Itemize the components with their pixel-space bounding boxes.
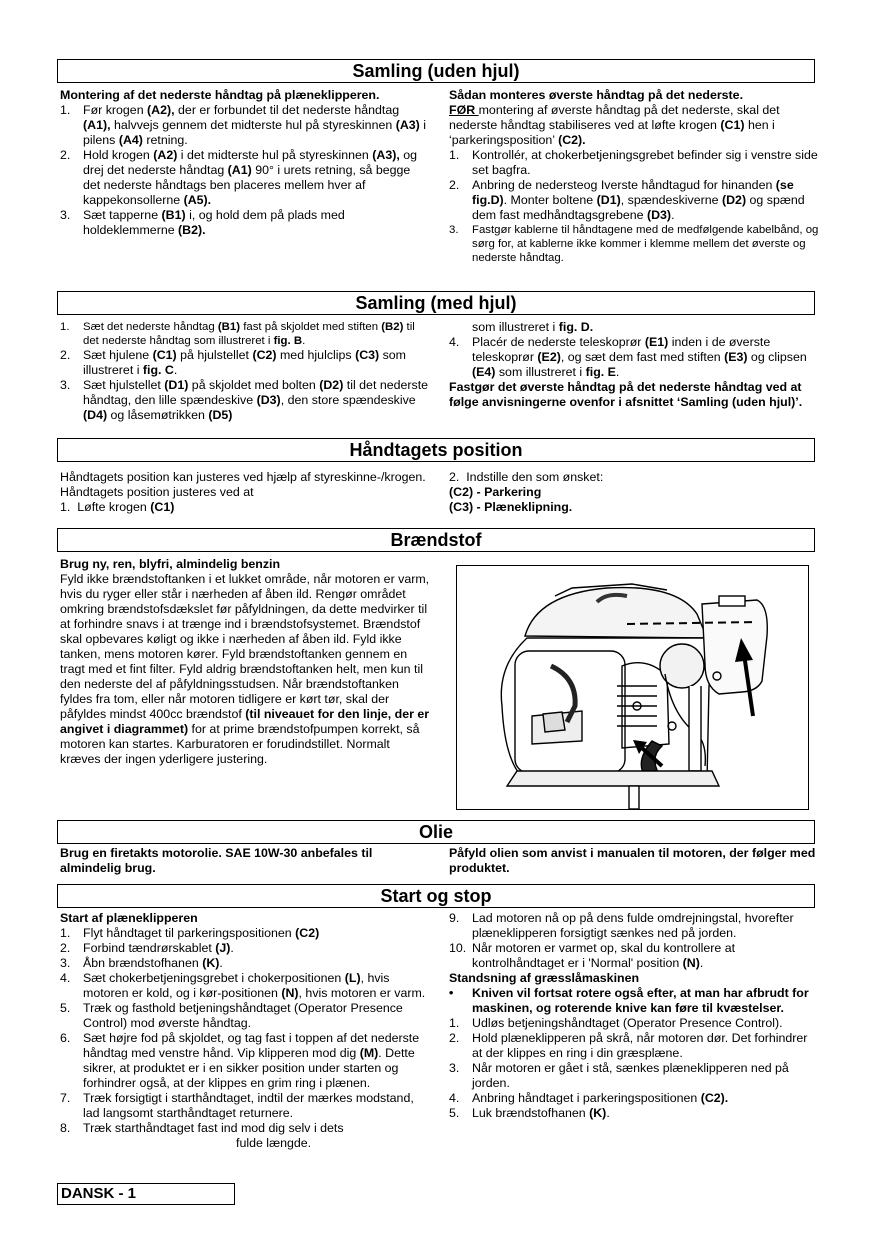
s5-right: Påfyld olien som anvist i manualen til motoren, der følger med produktet. <box>449 846 816 875</box>
s3-left-text: Håndtagets position kan justeres ved hjælp af styreskinne-/krogen. Håndtagets position justeres ved at <box>60 470 426 499</box>
s1-right-intro: FØR montering af øverste håndtag på det nederste, skal det nederste håndtag stabiliseres ved at løfte krogen (C1) hen i ‘parkeringsposition’ (C2). <box>449 103 780 147</box>
section-title-start-og-stop: Start og stop <box>57 884 815 908</box>
s2-left-list <box>60 320 430 423</box>
s4-text-column <box>60 557 432 767</box>
s6-start-list <box>60 926 430 1151</box>
s2-bold-note: Fastgør det øverste håndtag på det nederste håndtag ved at følge anvisningerne ovenfor i afsnittet ‘Samling (uden hjul)’. <box>449 380 803 409</box>
list-item: 2. Sæt hjulene (C1) på hjulstellet (C2) med hjulclips (C3) som illustreret i fig. C. <box>60 348 407 377</box>
s2-left-tail: som illustreret i fig. D. <box>472 320 594 334</box>
s4-body: Fyld ikke brændstoftanken i et lukket område, når motoren er varm, hvis du ryger eller står i nærheden af åben ild. Rengør området omkring brændstofsdækslet før påfyldningen, da dette medvirker til at forhindre snavs i at trænge ind i brændstofsystemet. Brændstof skal opbevares køligt og ikke i nærheden af åben ild. Fyld ikke tanken, mens motoren kører. Fyld brændstoftanken gennem en tragt med et fint filter. Fyld aldrig brændstoftanken helt, men kun til den nederste del af påfyldningsstudsen. Når brændstoftanken fyldes fra tom, eller når motoren tidligere er kørt tør, skal der påfyldes mindst 400cc brændstof (til niveauet for den linje, der er angivet i diagrammet) for at prime brændstofpumpen korrekt, så motoren kan startes. Karburatoren er forudindstillet. Normalt kræves der ingen yderligere justering. <box>60 572 430 766</box>
list-item: 2. Hold plæneklipperen på skrå, når motoren dør. Det forhindrer at der klippes en ring i din græsplæne. <box>449 1031 808 1060</box>
list-item: 3. Sæt hjulstellet (D1) på skjoldet med bolten (D2) til det nederste håndtag, den lille spændeskive (D3), den store spændeskive (D4) og låsemøtrikken (D5) <box>60 378 429 422</box>
section-title-samling-med-hjul: Samling (med hjul) <box>57 291 815 315</box>
list-item: 1. Flyt håndtaget til parkeringspositionen (C2) <box>60 926 320 940</box>
list-item: 3. Åbn brændstofhanen (K). <box>60 956 223 970</box>
list-item: 4. Placér de nederste teleskoprør (E1) inden i de øverste teleskoprør (E2), og sæt dem fast med stiften (E3) og clipsen (E4) som illustreret i fig. E. <box>449 335 807 379</box>
list-item: 4. Sæt chokerbetjeningsgrebet i chokerpositionen (L), hvis motoren er kold, og i kør-positionen (N), hvis motoren er varm. <box>60 971 426 1000</box>
list-item: 6. Sæt højre fod på skjoldet, og tag fast i toppen af det nederste håndtag med venstre hånd. Vip klipperen mod dig (M). Dette sikrer, at produktet er i en sikker position under starten og forhindrer også, at der klippes en grim ring i plænen. <box>60 1031 420 1090</box>
s1-left-column <box>60 88 430 238</box>
list-item: 8. Træk starthåndtaget fast ind mod dig selv i dets fulde længde. <box>60 1121 344 1150</box>
s6-start-heading: Start af plæneklipperen <box>60 911 198 925</box>
engine-drawing <box>457 566 808 809</box>
list-item: 5. Træk og fasthold betjeningshåndtaget (Operator Presence Control) mod øverste håndtag. <box>60 1001 403 1030</box>
s1-left-list <box>60 103 430 238</box>
list-item: 3. Når motoren er gået i stå, sænkes plæneklipperen ned på jorden. <box>449 1061 789 1090</box>
s3-left-item: 1. Løfte krogen (C1) <box>60 500 175 514</box>
s6-start-list-cont <box>449 911 819 971</box>
section-title-samling-uden-hjul: Samling (uden hjul) <box>57 59 815 83</box>
s5-left: Brug en firetakts motorolie. SAE 10W-30 anbefales til almindelig brug. <box>60 846 373 875</box>
s6-stop-heading: Standsning af græsslåmaskinen <box>449 971 640 985</box>
s3-option-parkering: (C2) - Parkering <box>449 485 542 499</box>
s1-right-column <box>449 88 819 265</box>
s1-right-list <box>449 148 819 265</box>
warning-bullet: • Kniven vil fortsat rotere også efter, at man har afbrudt for maskinen, og roterende knive kan føre til kvæstelser. <box>449 986 809 1015</box>
s1-right-heading: Sådan monteres øverste håndtag på det nederste. <box>449 88 744 102</box>
list-item: 1. Før krogen (A2), der er forbundet til det nederste håndtag (A1), halvvejs gennem det midterste hul på styreskinnen (A3) i pilens (A4) retning. <box>60 103 426 147</box>
page-footer: DANSK - 1 <box>57 1183 235 1205</box>
s1-left-heading: Montering af det nederste håndtag på plæneklipperen. <box>60 88 380 102</box>
s4-heading: Brug ny, ren, blyfri, almindelig benzin <box>60 557 281 571</box>
list-item: 5. Luk brændstofhanen (K). <box>449 1106 610 1120</box>
s3-right-item: 2. Indstille den som ønsket: <box>449 470 604 484</box>
section-title-handtagets-position: Håndtagets position <box>57 438 815 462</box>
list-item: 1. Udløs betjeningshåndtaget (Operator Presence Control). <box>449 1016 783 1030</box>
s2-right-column <box>449 320 819 410</box>
s2-right-list <box>449 335 819 380</box>
list-item: 2. Hold krogen (A2) i det midterste hul på styreskinnen (A3), og drej det nederste håndtag (A1) 90° i urets retning, så begge det nederste håndtags ben placeres mellem hver af kappekonsollerne (A5). <box>60 148 418 207</box>
list-item: 2. Forbind tændrørskablet (J). <box>60 941 234 955</box>
list-item: 1. Sæt det nederste håndtag (B1) fast på skjoldet med stiften (B2) til det nederste håndtag som illustreret i fig. B. <box>60 321 415 347</box>
section-title-braendstof: Brændstof <box>57 528 815 552</box>
section-title-olie: Olie <box>57 820 815 844</box>
s6-right-column <box>449 911 819 1121</box>
list-item: 3. Fastgør kablerne til håndtagene med de medfølgende kabelbånd, og sørg for, at kablerne ikke kommer i klemme mellem det øverste og nederste håndtag. <box>449 224 819 264</box>
list-item: 3. Sæt tapperne (B1) i, og hold dem på plads med holdeklemmerne (B2). <box>60 208 345 237</box>
list-item: 4. Anbring håndtaget i parkeringspositionen (C2). <box>449 1091 729 1105</box>
list-item: 1. Kontrollér, at chokerbetjeningsgrebet befinder sig i venstre side set bagfra. <box>449 148 818 177</box>
s3-right-column <box>449 470 819 515</box>
s6-left-column <box>60 911 430 1151</box>
s6-stop-list <box>449 1016 819 1121</box>
engine-fuel-illustration <box>456 565 809 810</box>
list-item: 9. Lad motoren nå op på dens fulde omdrejningstal, hvorefter plæneklipperen forsigtigt sænkes ned på jorden. <box>449 911 794 940</box>
s3-option-plaeneklipning: (C3) - Plæneklipning. <box>449 500 573 514</box>
list-item: 10. Når motoren er varmet op, skal du kontrollere at kontrolhåndtaget er i 'Normal' position (N). <box>449 941 736 970</box>
s6-warning-list <box>449 986 819 1016</box>
s3-left-column <box>60 470 430 515</box>
list-item: 7. Træk forsigtigt i starthåndtaget, indtil der mærkes modstand, lad langsomt starthåndtaget returnere. <box>60 1091 414 1120</box>
s2-left-column <box>60 320 430 423</box>
list-item: 2. Anbring de nedersteog Iverste håndtagud for hinanden (se fig.D). Monter boltene (D1), spændeskiverne (D2) og spænd dem fast medhåndtagsgrebene (D3). <box>449 178 805 222</box>
